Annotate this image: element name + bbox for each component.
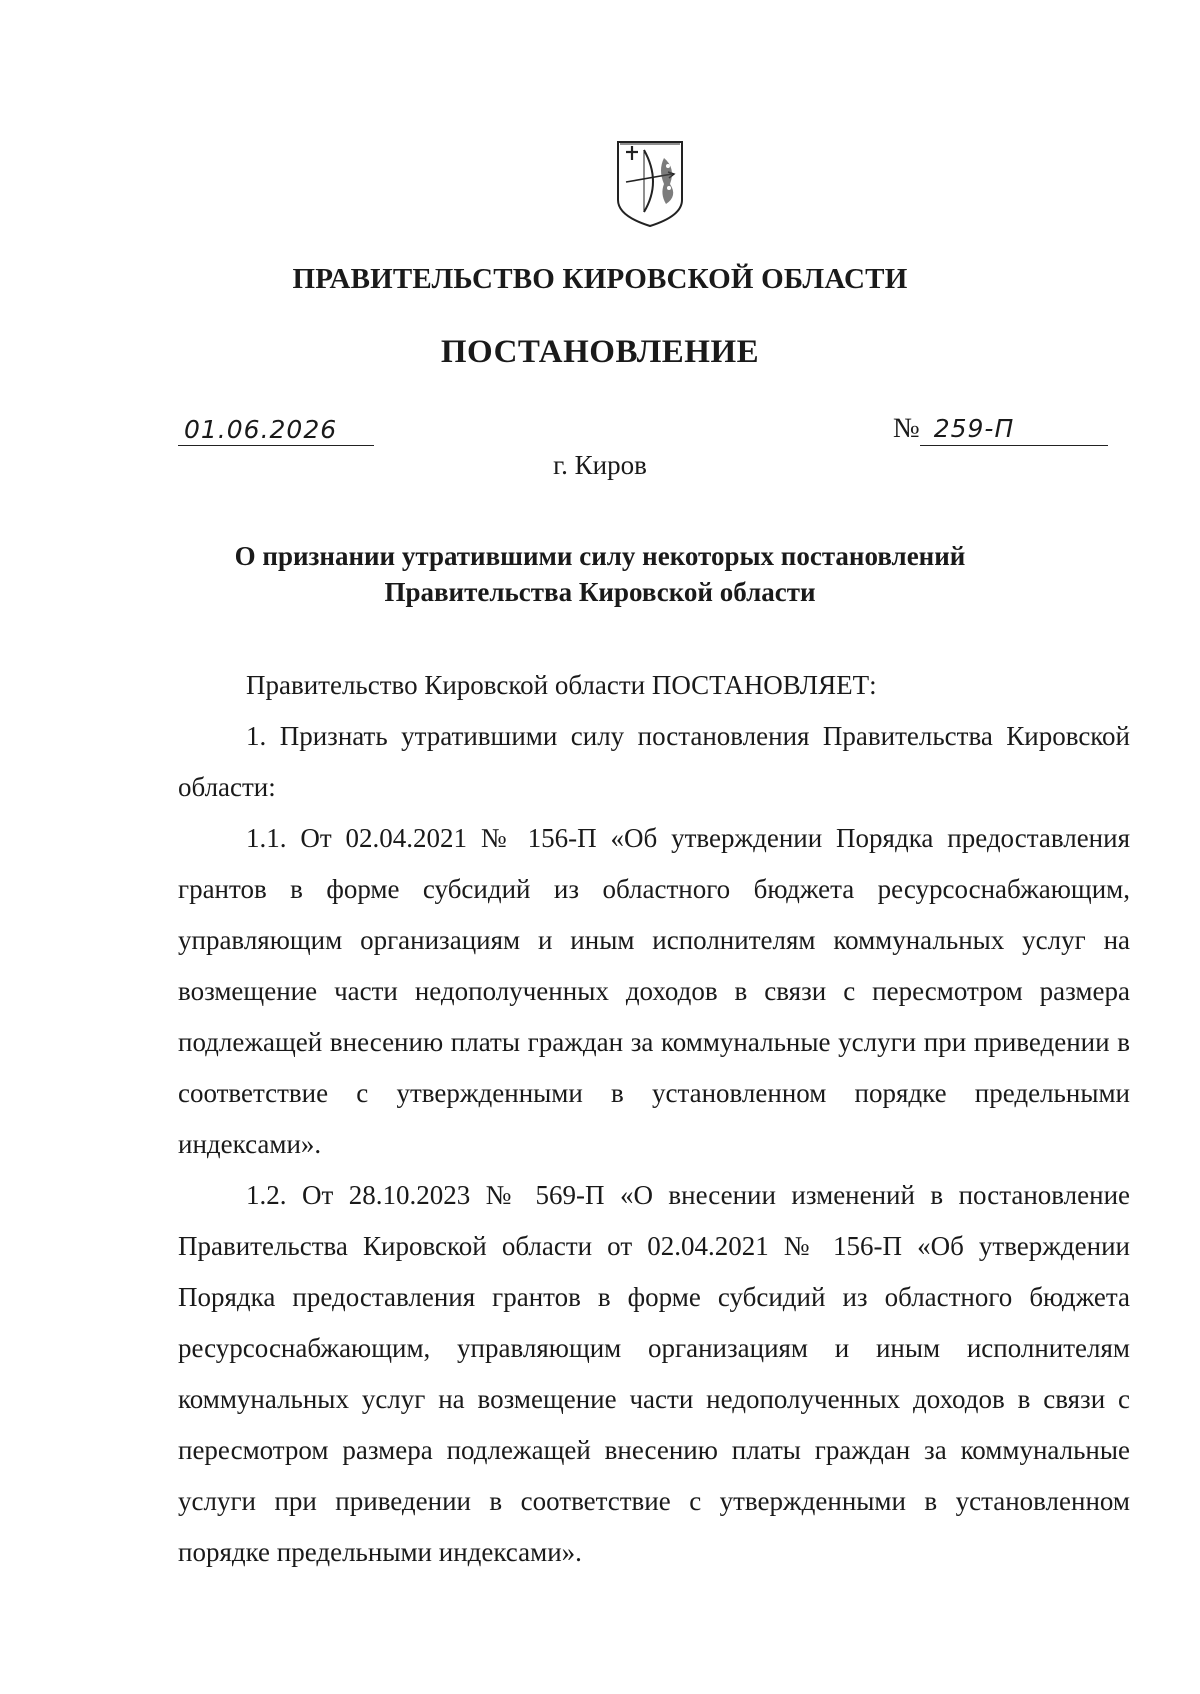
title-line-1: О признании утратившими силу некоторых постановлений bbox=[234, 541, 966, 571]
number-sign: № bbox=[893, 413, 920, 444]
number-value: 259-П bbox=[920, 413, 1108, 446]
item-1-1-paragraph: 1.1. От 02.04.2021 № 156-П «Об утверждении Порядка предоставления грантов в форме субсидий из областного бюджета ресурсоснабжающим, управляющим организациям и иным исполнителям коммунальных услуг на возмещение части недополученных доходов в связи с пересмотром размера подлежащей внесению платы граждан за коммунальные услуги при приведении в соответствие с утвержденными в установленном порядке предельными индексами». bbox=[178, 823, 1130, 1159]
organization-name: ПРАВИТЕЛЬСТВО КИРОВСКОЙ ОБЛАСТИ bbox=[292, 263, 908, 295]
document-number bbox=[893, 413, 1111, 446]
city-name: г. Киров bbox=[553, 450, 647, 480]
coat-of-arms-icon bbox=[614, 138, 686, 230]
document-date: 01.06.2026 bbox=[178, 415, 374, 446]
preamble-paragraph: Правительство Кировской области ПОСТАНОВЛЯЕТ: bbox=[246, 670, 877, 700]
item-1-paragraph: 1. Признать утратившими силу постановления Правительства Кировской области: bbox=[178, 721, 1130, 802]
document-body bbox=[178, 660, 1130, 1578]
title-line-2: Правительства Кировской области bbox=[384, 577, 816, 607]
document-title bbox=[150, 538, 1050, 610]
item-1-2-paragraph: 1.2. От 28.10.2023 № 569-П «О внесении изменений в постановление Правительства Кировской области от 02.04.2021 № 156-П «Об утверждении Порядка предоставления грантов в форме субсидий из областного бюджета ресурсоснабжающим, управляющим организациям и иным исполнителям коммунальных услуг на возмещение части недополученных доходов в связи с пересмотром размера подлежащей внесению платы граждан за коммунальные услуги при приведении в соответствие с утвержденными в установленном порядке предельными индексами». bbox=[178, 1180, 1130, 1567]
document-type: ПОСТАНОВЛЕНИЕ bbox=[440, 334, 760, 370]
